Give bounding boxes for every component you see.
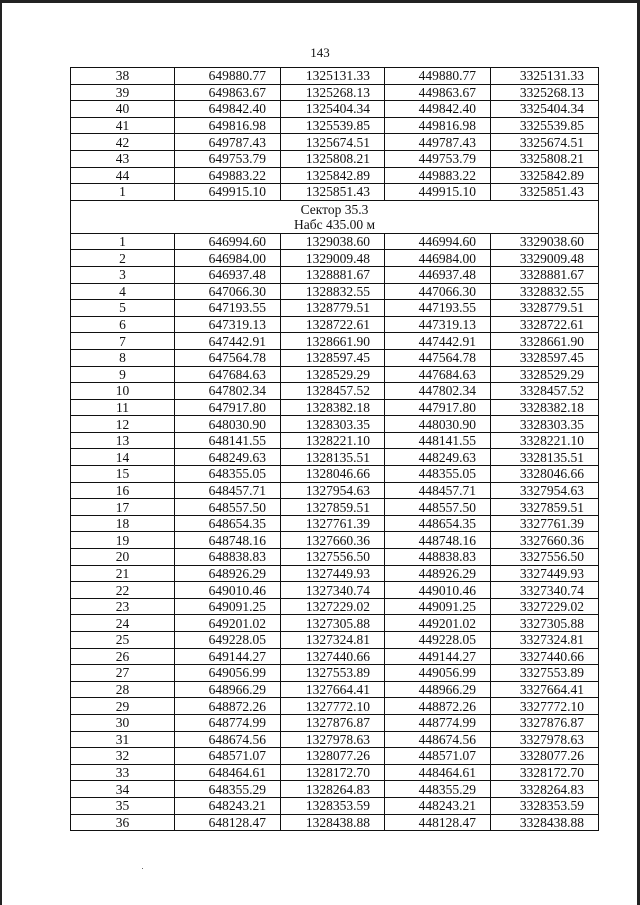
x-coordinate-cell: 649056.99 <box>175 665 281 682</box>
x-coordinate-cell: 647193.55 <box>175 300 281 317</box>
point-number-cell: 1 <box>71 184 175 201</box>
point-number-cell: 7 <box>71 333 175 350</box>
table-row <box>71 797 599 814</box>
x-coordinate-alt-cell: 448141.55 <box>385 432 491 449</box>
x-coordinate-alt-cell: 449787.43 <box>385 134 491 151</box>
y-coordinate-cell: 1327859.51 <box>281 499 385 516</box>
x-coordinate-cell: 648838.83 <box>175 549 281 566</box>
table-row <box>71 134 599 151</box>
y-coordinate-alt-cell: 3325268.13 <box>491 84 599 101</box>
table-row <box>71 615 599 632</box>
x-coordinate-alt-cell: 449228.05 <box>385 632 491 649</box>
x-coordinate-cell: 648571.07 <box>175 748 281 765</box>
y-coordinate-alt-cell: 3325131.33 <box>491 68 599 85</box>
y-coordinate-alt-cell: 3328046.66 <box>491 466 599 483</box>
x-coordinate-alt-cell: 449753.79 <box>385 150 491 167</box>
y-coordinate-cell: 1327772.10 <box>281 698 385 715</box>
y-coordinate-alt-cell: 3328779.51 <box>491 300 599 317</box>
point-number-cell: 24 <box>71 615 175 632</box>
x-coordinate-alt-cell: 448243.21 <box>385 797 491 814</box>
table-row <box>71 565 599 582</box>
y-coordinate-cell: 1328661.90 <box>281 333 385 350</box>
x-coordinate-alt-cell: 449144.27 <box>385 648 491 665</box>
x-coordinate-alt-cell: 449883.22 <box>385 167 491 184</box>
x-coordinate-alt-cell: 448748.16 <box>385 532 491 549</box>
point-number-cell: 41 <box>71 117 175 134</box>
table-body-after <box>71 233 599 830</box>
x-coordinate-alt-cell: 448571.07 <box>385 748 491 765</box>
x-coordinate-alt-cell: 447917.80 <box>385 399 491 416</box>
y-coordinate-alt-cell: 3327440.66 <box>491 648 599 665</box>
x-coordinate-alt-cell: 447564.78 <box>385 349 491 366</box>
x-coordinate-cell: 648748.16 <box>175 532 281 549</box>
x-coordinate-alt-cell: 448249.63 <box>385 449 491 466</box>
x-coordinate-alt-cell: 448966.29 <box>385 681 491 698</box>
x-coordinate-cell: 646937.48 <box>175 266 281 283</box>
section-title: Сектор 35.3 <box>300 201 369 217</box>
y-coordinate-cell: 1327660.36 <box>281 532 385 549</box>
table-row <box>71 316 599 333</box>
y-coordinate-alt-cell: 3327553.89 <box>491 665 599 682</box>
y-coordinate-alt-cell: 3325674.51 <box>491 134 599 151</box>
coordinates-table <box>70 67 599 831</box>
point-number-cell: 39 <box>71 84 175 101</box>
x-coordinate-cell: 647319.13 <box>175 316 281 333</box>
point-number-cell: 22 <box>71 582 175 599</box>
x-coordinate-cell: 649883.22 <box>175 167 281 184</box>
table-row <box>71 598 599 615</box>
y-coordinate-alt-cell: 3328881.67 <box>491 266 599 283</box>
point-number-cell: 13 <box>71 432 175 449</box>
y-coordinate-alt-cell: 3327229.02 <box>491 598 599 615</box>
page-number: 143 <box>310 45 330 60</box>
y-coordinate-alt-cell: 3328529.29 <box>491 366 599 383</box>
point-number-cell: 18 <box>71 515 175 532</box>
section-header-row <box>71 200 599 233</box>
x-coordinate-alt-cell: 447066.30 <box>385 283 491 300</box>
x-coordinate-cell: 648557.50 <box>175 499 281 516</box>
point-number-cell: 1 <box>71 233 175 250</box>
y-coordinate-cell: 1328779.51 <box>281 300 385 317</box>
point-number-cell: 33 <box>71 764 175 781</box>
y-coordinate-cell: 1328221.10 <box>281 432 385 449</box>
y-coordinate-alt-cell: 3327772.10 <box>491 698 599 715</box>
x-coordinate-cell: 649228.05 <box>175 632 281 649</box>
table-row <box>71 482 599 499</box>
y-coordinate-alt-cell: 3327556.50 <box>491 549 599 566</box>
x-coordinate-alt-cell: 447684.63 <box>385 366 491 383</box>
y-coordinate-cell: 1328264.83 <box>281 781 385 798</box>
y-coordinate-alt-cell: 3328722.61 <box>491 316 599 333</box>
x-coordinate-alt-cell: 446994.60 <box>385 233 491 250</box>
x-coordinate-alt-cell: 446937.48 <box>385 266 491 283</box>
y-coordinate-cell: 1328832.55 <box>281 283 385 300</box>
x-coordinate-alt-cell: 448674.56 <box>385 731 491 748</box>
y-coordinate-cell: 1327664.41 <box>281 681 385 698</box>
scan-speck <box>142 868 143 869</box>
y-coordinate-alt-cell: 3328661.90 <box>491 333 599 350</box>
point-number-cell: 31 <box>71 731 175 748</box>
y-coordinate-cell: 1327978.63 <box>281 731 385 748</box>
table-row <box>71 366 599 383</box>
point-number-cell: 30 <box>71 714 175 731</box>
x-coordinate-cell: 649010.46 <box>175 582 281 599</box>
table-row <box>71 466 599 483</box>
x-coordinate-alt-cell: 448128.47 <box>385 814 491 831</box>
x-coordinate-cell: 649863.67 <box>175 84 281 101</box>
x-coordinate-cell: 648464.61 <box>175 764 281 781</box>
table-row <box>71 399 599 416</box>
x-coordinate-cell: 649816.98 <box>175 117 281 134</box>
y-coordinate-cell: 1329009.48 <box>281 250 385 267</box>
y-coordinate-cell: 1327553.89 <box>281 665 385 682</box>
x-coordinate-cell: 648872.26 <box>175 698 281 715</box>
y-coordinate-cell: 1327876.87 <box>281 714 385 731</box>
y-coordinate-alt-cell: 3325851.43 <box>491 184 599 201</box>
point-number-cell: 8 <box>71 349 175 366</box>
y-coordinate-cell: 1329038.60 <box>281 233 385 250</box>
point-number-cell: 25 <box>71 632 175 649</box>
table-row <box>71 515 599 532</box>
table-row <box>71 84 599 101</box>
point-number-cell: 10 <box>71 383 175 400</box>
y-coordinate-cell: 1327305.88 <box>281 615 385 632</box>
y-coordinate-cell: 1325539.85 <box>281 117 385 134</box>
table-row <box>71 333 599 350</box>
x-coordinate-cell: 649915.10 <box>175 184 281 201</box>
point-number-cell: 2 <box>71 250 175 267</box>
y-coordinate-alt-cell: 3325539.85 <box>491 117 599 134</box>
y-coordinate-alt-cell: 3325404.34 <box>491 101 599 118</box>
y-coordinate-alt-cell: 3329038.60 <box>491 233 599 250</box>
x-coordinate-alt-cell: 449091.25 <box>385 598 491 615</box>
x-coordinate-cell: 647802.34 <box>175 383 281 400</box>
point-number-cell: 40 <box>71 101 175 118</box>
x-coordinate-alt-cell: 448030.90 <box>385 416 491 433</box>
table-row <box>71 549 599 566</box>
table-row <box>71 432 599 449</box>
section-header-cell <box>71 200 599 233</box>
table-row <box>71 266 599 283</box>
table-row <box>71 632 599 649</box>
y-coordinate-alt-cell: 3328264.83 <box>491 781 599 798</box>
point-number-cell: 35 <box>71 797 175 814</box>
table-row <box>71 764 599 781</box>
y-coordinate-cell: 1327761.39 <box>281 515 385 532</box>
x-coordinate-alt-cell: 447442.91 <box>385 333 491 350</box>
y-coordinate-alt-cell: 3328077.26 <box>491 748 599 765</box>
x-coordinate-cell: 649787.43 <box>175 134 281 151</box>
x-coordinate-cell: 646984.00 <box>175 250 281 267</box>
y-coordinate-cell: 1328303.35 <box>281 416 385 433</box>
x-coordinate-cell: 649201.02 <box>175 615 281 632</box>
x-coordinate-alt-cell: 449010.46 <box>385 582 491 599</box>
y-coordinate-cell: 1328046.66 <box>281 466 385 483</box>
y-coordinate-alt-cell: 3328135.51 <box>491 449 599 466</box>
table-row <box>71 698 599 715</box>
y-coordinate-cell: 1325851.43 <box>281 184 385 201</box>
x-coordinate-cell: 649842.40 <box>175 101 281 118</box>
point-number-cell: 32 <box>71 748 175 765</box>
table-row <box>71 300 599 317</box>
x-coordinate-alt-cell: 449816.98 <box>385 117 491 134</box>
point-number-cell: 19 <box>71 532 175 549</box>
point-number-cell: 16 <box>71 482 175 499</box>
x-coordinate-cell: 648674.56 <box>175 731 281 748</box>
y-coordinate-cell: 1327449.93 <box>281 565 385 582</box>
x-coordinate-cell: 649880.77 <box>175 68 281 85</box>
table-row <box>71 150 599 167</box>
x-coordinate-alt-cell: 446984.00 <box>385 250 491 267</box>
point-number-cell: 44 <box>71 167 175 184</box>
y-coordinate-cell: 1328457.52 <box>281 383 385 400</box>
table-row <box>71 582 599 599</box>
y-coordinate-cell: 1327340.74 <box>281 582 385 599</box>
point-number-cell: 6 <box>71 316 175 333</box>
x-coordinate-alt-cell: 449880.77 <box>385 68 491 85</box>
x-coordinate-cell: 649753.79 <box>175 150 281 167</box>
point-number-cell: 17 <box>71 499 175 516</box>
y-coordinate-cell: 1328597.45 <box>281 349 385 366</box>
y-coordinate-cell: 1325268.13 <box>281 84 385 101</box>
table-row <box>71 184 599 201</box>
x-coordinate-alt-cell: 448355.05 <box>385 466 491 483</box>
point-number-cell: 26 <box>71 648 175 665</box>
point-number-cell: 11 <box>71 399 175 416</box>
table-row <box>71 167 599 184</box>
x-coordinate-alt-cell: 448557.50 <box>385 499 491 516</box>
table-row <box>71 349 599 366</box>
y-coordinate-alt-cell: 3328832.55 <box>491 283 599 300</box>
table-row <box>71 117 599 134</box>
x-coordinate-alt-cell: 449915.10 <box>385 184 491 201</box>
y-coordinate-alt-cell: 3328172.70 <box>491 764 599 781</box>
x-coordinate-alt-cell: 448464.61 <box>385 764 491 781</box>
y-coordinate-cell: 1327324.81 <box>281 632 385 649</box>
section-header-body <box>71 200 599 233</box>
y-coordinate-cell: 1328172.70 <box>281 764 385 781</box>
y-coordinate-alt-cell: 3328597.45 <box>491 349 599 366</box>
x-coordinate-alt-cell: 448654.35 <box>385 515 491 532</box>
x-coordinate-cell: 647917.80 <box>175 399 281 416</box>
x-coordinate-cell: 648141.55 <box>175 432 281 449</box>
table-row <box>71 731 599 748</box>
section-subtitle: Набс 435.00 м <box>293 216 376 232</box>
point-number-cell: 20 <box>71 549 175 566</box>
x-coordinate-alt-cell: 448926.29 <box>385 565 491 582</box>
y-coordinate-alt-cell: 3325808.21 <box>491 150 599 167</box>
y-coordinate-cell: 1325808.21 <box>281 150 385 167</box>
point-number-cell: 15 <box>71 466 175 483</box>
y-coordinate-cell: 1328438.88 <box>281 814 385 831</box>
x-coordinate-alt-cell: 447802.34 <box>385 383 491 400</box>
x-coordinate-cell: 647564.78 <box>175 349 281 366</box>
x-coordinate-cell: 648774.99 <box>175 714 281 731</box>
table-row <box>71 748 599 765</box>
y-coordinate-cell: 1328382.18 <box>281 399 385 416</box>
point-number-cell: 5 <box>71 300 175 317</box>
scan-border-left <box>0 0 2 905</box>
table-row <box>71 665 599 682</box>
x-coordinate-cell: 648966.29 <box>175 681 281 698</box>
y-coordinate-alt-cell: 3328303.35 <box>491 416 599 433</box>
y-coordinate-cell: 1328077.26 <box>281 748 385 765</box>
x-coordinate-cell: 647442.91 <box>175 333 281 350</box>
y-coordinate-alt-cell: 3327954.63 <box>491 482 599 499</box>
table-row <box>71 681 599 698</box>
point-number-cell: 3 <box>71 266 175 283</box>
x-coordinate-cell: 647684.63 <box>175 366 281 383</box>
table-row <box>71 532 599 549</box>
y-coordinate-alt-cell: 3328382.18 <box>491 399 599 416</box>
x-coordinate-cell: 648654.35 <box>175 515 281 532</box>
x-coordinate-alt-cell: 448355.29 <box>385 781 491 798</box>
y-coordinate-alt-cell: 3328353.59 <box>491 797 599 814</box>
y-coordinate-cell: 1327229.02 <box>281 598 385 615</box>
point-number-cell: 27 <box>71 665 175 682</box>
y-coordinate-alt-cell: 3328438.88 <box>491 814 599 831</box>
y-coordinate-cell: 1325674.51 <box>281 134 385 151</box>
x-coordinate-alt-cell: 449842.40 <box>385 101 491 118</box>
y-coordinate-cell: 1328722.61 <box>281 316 385 333</box>
x-coordinate-cell: 648926.29 <box>175 565 281 582</box>
x-coordinate-alt-cell: 447319.13 <box>385 316 491 333</box>
x-coordinate-cell: 648243.21 <box>175 797 281 814</box>
point-number-cell: 36 <box>71 814 175 831</box>
point-number-cell: 12 <box>71 416 175 433</box>
x-coordinate-cell: 647066.30 <box>175 283 281 300</box>
x-coordinate-alt-cell: 449863.67 <box>385 84 491 101</box>
y-coordinate-alt-cell: 3327876.87 <box>491 714 599 731</box>
y-coordinate-alt-cell: 3329009.48 <box>491 250 599 267</box>
table-row <box>71 416 599 433</box>
point-number-cell: 43 <box>71 150 175 167</box>
y-coordinate-cell: 1325131.33 <box>281 68 385 85</box>
y-coordinate-alt-cell: 3327449.93 <box>491 565 599 582</box>
x-coordinate-cell: 648249.63 <box>175 449 281 466</box>
y-coordinate-cell: 1325842.89 <box>281 167 385 184</box>
y-coordinate-alt-cell: 3325842.89 <box>491 167 599 184</box>
y-coordinate-cell: 1328135.51 <box>281 449 385 466</box>
point-number-cell: 28 <box>71 681 175 698</box>
y-coordinate-alt-cell: 3327660.36 <box>491 532 599 549</box>
x-coordinate-cell: 648457.71 <box>175 482 281 499</box>
y-coordinate-alt-cell: 3327664.41 <box>491 681 599 698</box>
table-row <box>71 499 599 516</box>
x-coordinate-cell: 649144.27 <box>175 648 281 665</box>
point-number-cell: 14 <box>71 449 175 466</box>
table-body-before <box>71 68 599 201</box>
y-coordinate-cell: 1328529.29 <box>281 366 385 383</box>
table-row <box>71 68 599 85</box>
x-coordinate-cell: 648128.47 <box>175 814 281 831</box>
point-number-cell: 38 <box>71 68 175 85</box>
table-row <box>71 714 599 731</box>
table-row <box>71 449 599 466</box>
table-row <box>71 283 599 300</box>
x-coordinate-cell: 649091.25 <box>175 598 281 615</box>
x-coordinate-alt-cell: 448457.71 <box>385 482 491 499</box>
x-coordinate-alt-cell: 448774.99 <box>385 714 491 731</box>
scan-border-top <box>0 0 640 3</box>
point-number-cell: 21 <box>71 565 175 582</box>
x-coordinate-cell: 648030.90 <box>175 416 281 433</box>
y-coordinate-cell: 1328353.59 <box>281 797 385 814</box>
y-coordinate-alt-cell: 3327761.39 <box>491 515 599 532</box>
x-coordinate-cell: 648355.29 <box>175 781 281 798</box>
y-coordinate-alt-cell: 3327305.88 <box>491 615 599 632</box>
point-number-cell: 34 <box>71 781 175 798</box>
table-row <box>71 101 599 118</box>
point-number-cell: 4 <box>71 283 175 300</box>
x-coordinate-alt-cell: 447193.55 <box>385 300 491 317</box>
table-row <box>71 781 599 798</box>
y-coordinate-cell: 1327556.50 <box>281 549 385 566</box>
y-coordinate-alt-cell: 3327324.81 <box>491 632 599 649</box>
x-coordinate-alt-cell: 448838.83 <box>385 549 491 566</box>
y-coordinate-cell: 1325404.34 <box>281 101 385 118</box>
point-number-cell: 42 <box>71 134 175 151</box>
x-coordinate-cell: 646994.60 <box>175 233 281 250</box>
x-coordinate-alt-cell: 449201.02 <box>385 615 491 632</box>
y-coordinate-alt-cell: 3328457.52 <box>491 383 599 400</box>
table-row <box>71 383 599 400</box>
y-coordinate-alt-cell: 3327978.63 <box>491 731 599 748</box>
y-coordinate-cell: 1327954.63 <box>281 482 385 499</box>
table-row <box>71 250 599 267</box>
point-number-cell: 29 <box>71 698 175 715</box>
x-coordinate-alt-cell: 448872.26 <box>385 698 491 715</box>
x-coordinate-cell: 648355.05 <box>175 466 281 483</box>
y-coordinate-alt-cell: 3328221.10 <box>491 432 599 449</box>
table-row <box>71 233 599 250</box>
point-number-cell: 23 <box>71 598 175 615</box>
y-coordinate-cell: 1328881.67 <box>281 266 385 283</box>
y-coordinate-alt-cell: 3327340.74 <box>491 582 599 599</box>
table-row <box>71 648 599 665</box>
table-row <box>71 814 599 831</box>
point-number-cell: 9 <box>71 366 175 383</box>
y-coordinate-alt-cell: 3327859.51 <box>491 499 599 516</box>
y-coordinate-cell: 1327440.66 <box>281 648 385 665</box>
x-coordinate-alt-cell: 449056.99 <box>385 665 491 682</box>
